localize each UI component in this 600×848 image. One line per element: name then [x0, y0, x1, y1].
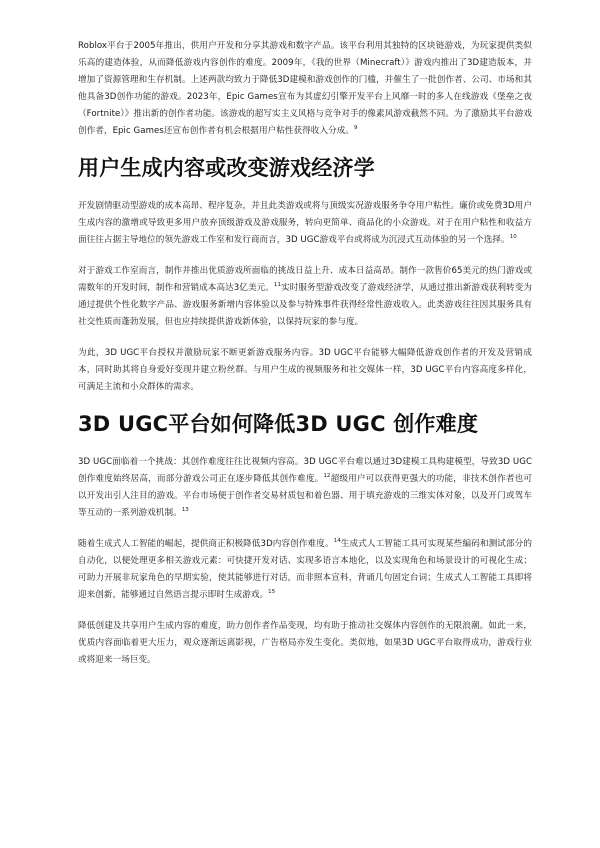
footnote-ref: 12 — [323, 473, 331, 480]
section1-paragraph-2 — [78, 263, 532, 331]
section-heading-3d-ugc-platforms: 3D UGC平台如何降低3D UGC 创作难度 — [78, 412, 479, 436]
intro-paragraph — [78, 38, 532, 140]
footnote-ref: 15 — [268, 589, 276, 596]
paragraph-text: 超级用户可以获得更强大的功能，非技术创作者也可以开发出引人注目的游戏。平台市场便于创作者交易材质包和着色器、用于填充游戏的三维实体对象，以及开门或驾车等互动的一系列游戏机制。 — [78, 474, 533, 518]
paragraph-text: 开发剧情驱动型游戏的成本高昂、程序复杂，并且此类游戏或将与顶级实况游戏服务争夺用户粘性。廉价或免费3D用户生成内容的激增或导致更多用户放弃顶级游戏及游戏服务，转向更简单、商品化的小众游戏。对于在用户粘性和收益方面往往占据主导地位的领先游戏工作室和发行商而言，3D UGC游戏平台或将成为沉浸式互动体验的另一个选择。 — [78, 201, 532, 245]
footnote-ref: 13 — [181, 507, 189, 514]
footnote-ref: 11 — [273, 282, 282, 289]
section1-paragraph-3 — [78, 345, 532, 396]
paragraph-text: 降低创建及共享用户生成内容的难度，助力创作者作品变现，均有助于推动社交媒体内容创作的无限浪潮。如此一来，优质内容面临着更大压力，观众逐渐远离影视，广告格局亦发生变化。类似地，如果3D UGC平台取得成功，游戏行业或将迎来一场巨变。 — [78, 621, 532, 665]
paragraph-text: 生成式人工智能工具可实现某些编码和测试部分的自动化，以便处理更多相关游戏元素：可快捷开发对话、实现多语言本地化，以及实现角色和场景设计的可视化生成；可助力开展非玩家角色的早期实验，使其能够进行对话，而非照本宣科，背诵几句固定台词；生成式人工智能工具即将迎来创新，能够通过自然语言提示即时生成游戏。 — [78, 539, 532, 600]
intro-text: Roblox平台于2005年推出，供用户开发和分享其游戏和数字产品。该平台利用其独特的区块链游戏，为玩家提供类似乐高的建造体验，从而降低游戏内容创作的难度。2009年，《我的世界（Minecraft）》游戏内推出了3D建造版本，并增加了资源管理和生存机制。上述两款均致力于降低3D建模和游戏创作的门槛，并催生了一批创作者、公司、市场和其他具备3D创作功能的游戏。2023年，Epic Games宣布为其虚幻引擎开发平台上风靡一时的多人在线游戏《堡垒之夜（Fortnite）》推出新的创作者功能。该游戏的超写实主义风格与竞争对手的像素风游戏截然不同。为了激励其平台游戏创作者，Epic Games还宣布创作者有机会根据用户粘性获得收入分成。 — [78, 41, 532, 136]
section2-paragraph-1 — [78, 454, 532, 522]
section1-paragraph-1 — [78, 198, 532, 249]
paragraph-text: 对于游戏工作室而言，制作并推出优质游戏所面临的挑战日益上升、成本日益高昂。制作一款售价65美元的热门游戏或需数年的开发时间，制作和营销成本高达3亿美元。 — [78, 266, 532, 293]
document-page — [78, 38, 532, 683]
footnote-ref: 10 — [509, 234, 517, 241]
section2-paragraph-3 — [78, 618, 532, 669]
paragraph-text: 3D UGC面临着一个挑战：其创作难度往往比视频内容高。3D UGC平台难以通过3D建模工具构建模型，导致3D UGC创作难度始终居高，而部分游戏公司正在逐步降低其创作难度。 — [78, 457, 532, 484]
footnote-ref: 14 — [333, 538, 341, 545]
paragraph-text: 随着生成式人工智能的崛起，提供商正积极降低3D内容创作难度。 — [78, 539, 334, 549]
paragraph-text: 实时服务型游戏改变了游戏经济学，从通过推出新游戏获利转变为通过提供个性化数字产品、游戏服务新增内容体验以及参与特殊事件获得经常性游戏收入。此类游戏往往因其服务具有社交性质而蓬勃发展，但也应持续提供游戏新体验，以保持玩家的参与度。 — [78, 283, 532, 327]
section-heading-ugc-economics: 用户生成内容或改变游戏经济学 — [78, 156, 375, 180]
footnote-ref: 9 — [354, 125, 358, 132]
paragraph-text: 为此，3D UGC平台授权并激励玩家不断更新游戏服务内容。3D UGC平台能够大幅降低游戏创作者的开发及营销成本，同时助其将自身爱好变现并建立粉丝群。与用户生成的视频服务和社交媒体一样，3D UGC平台内容高度多样化，可满足主流和小众群体的需求。 — [78, 348, 532, 392]
section2-paragraph-2 — [78, 536, 532, 604]
